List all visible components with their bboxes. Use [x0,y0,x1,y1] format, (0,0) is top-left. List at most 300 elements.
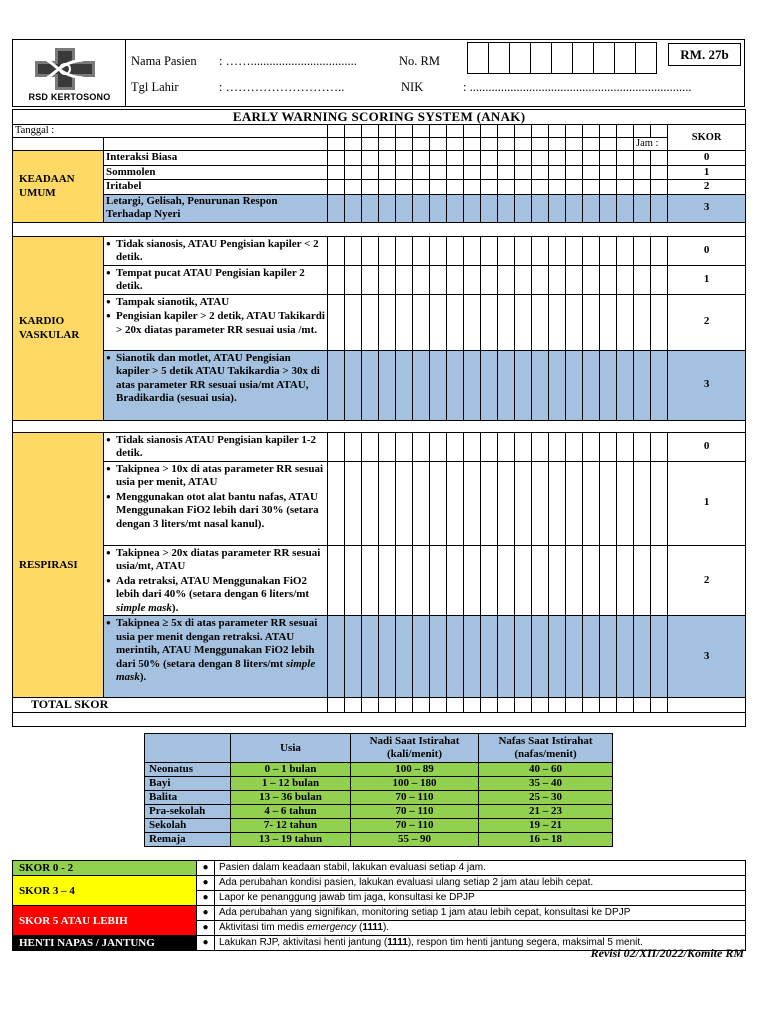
score-entry-cell[interactable] [600,125,617,138]
score-entry-cell[interactable] [532,698,549,713]
score-entry-cell[interactable] [481,432,498,461]
score-entry-cell[interactable] [396,194,413,222]
score-entry-cell[interactable] [600,616,617,698]
score-entry-cell[interactable] [515,616,532,698]
score-entry-cell[interactable] [430,698,447,713]
score-entry-cell[interactable] [515,265,532,294]
score-entry-cell[interactable] [617,265,634,294]
score-entry-cell[interactable] [566,350,583,420]
score-entry-cell[interactable] [464,294,481,350]
score-entry-cell[interactable] [515,138,532,151]
score-entry-cell[interactable] [515,545,532,616]
score-entry-cell[interactable] [651,461,668,545]
score-entry-cell[interactable] [651,236,668,265]
score-entry-cell[interactable] [396,138,413,151]
score-entry-cell[interactable] [345,698,362,713]
score-entry-cell[interactable] [362,265,379,294]
score-entry-cell[interactable] [362,461,379,545]
score-entry-cell[interactable] [447,151,464,166]
score-entry-cell[interactable] [413,165,430,180]
rm-digit-box[interactable] [530,42,552,74]
score-entry-cell[interactable] [651,698,668,713]
score-entry-cell[interactable] [515,461,532,545]
score-entry-cell[interactable] [430,461,447,545]
score-entry-cell[interactable] [532,180,549,195]
score-entry-cell[interactable] [651,432,668,461]
score-entry-cell[interactable] [396,432,413,461]
score-entry-cell[interactable] [379,461,396,545]
score-entry-cell[interactable] [345,294,362,350]
score-entry-cell[interactable] [583,616,600,698]
score-entry-cell[interactable] [481,461,498,545]
score-entry-cell[interactable] [447,698,464,713]
score-entry-cell[interactable] [413,616,430,698]
score-entry-cell[interactable] [600,545,617,616]
score-entry-cell[interactable] [345,545,362,616]
score-entry-cell[interactable] [617,461,634,545]
score-entry-cell[interactable] [430,138,447,151]
score-entry-cell[interactable] [464,194,481,222]
score-entry-cell[interactable] [549,461,566,545]
score-entry-cell[interactable] [532,616,549,698]
score-entry-cell[interactable] [549,138,566,151]
score-entry-cell[interactable] [396,236,413,265]
score-entry-cell[interactable] [617,125,634,138]
rm-digit-box[interactable] [593,42,615,74]
score-entry-cell[interactable] [583,180,600,195]
score-entry-cell[interactable] [464,180,481,195]
score-entry-cell[interactable] [464,350,481,420]
score-entry-cell[interactable] [498,432,515,461]
total-skor-cell[interactable] [668,698,746,713]
score-entry-cell[interactable] [566,180,583,195]
score-entry-cell[interactable] [651,294,668,350]
score-entry-cell[interactable] [566,138,583,151]
score-entry-cell[interactable] [583,350,600,420]
score-entry-cell[interactable] [498,265,515,294]
score-entry-cell[interactable] [600,236,617,265]
score-entry-cell[interactable] [430,294,447,350]
score-entry-cell[interactable] [617,545,634,616]
score-entry-cell[interactable] [532,151,549,166]
score-entry-cell[interactable] [430,165,447,180]
score-entry-cell[interactable] [532,138,549,151]
score-entry-cell[interactable] [634,151,651,166]
score-entry-cell[interactable] [498,698,515,713]
score-entry-cell[interactable] [104,138,328,151]
score-entry-cell[interactable] [396,180,413,195]
score-entry-cell[interactable] [600,265,617,294]
score-entry-cell[interactable] [447,265,464,294]
score-entry-cell[interactable] [430,616,447,698]
score-entry-cell[interactable] [345,616,362,698]
score-entry-cell[interactable] [651,180,668,195]
score-entry-cell[interactable] [498,461,515,545]
score-entry-cell[interactable] [583,125,600,138]
score-entry-cell[interactable] [345,138,362,151]
score-entry-cell[interactable] [328,432,345,461]
score-entry-cell[interactable] [566,616,583,698]
score-entry-cell[interactable] [498,616,515,698]
score-entry-cell[interactable] [379,138,396,151]
score-entry-cell[interactable] [328,698,345,713]
score-entry-cell[interactable] [617,165,634,180]
score-entry-cell[interactable] [430,432,447,461]
score-entry-cell[interactable] [515,165,532,180]
score-entry-cell[interactable] [498,350,515,420]
score-entry-cell[interactable] [481,138,498,151]
score-entry-cell[interactable] [566,125,583,138]
score-entry-cell[interactable] [328,616,345,698]
score-entry-cell[interactable] [447,350,464,420]
score-entry-cell[interactable] [430,545,447,616]
score-entry-cell[interactable] [362,165,379,180]
score-entry-cell[interactable] [413,151,430,166]
score-entry-cell[interactable] [430,180,447,195]
score-entry-cell[interactable] [566,432,583,461]
score-entry-cell[interactable] [379,265,396,294]
score-entry-cell[interactable] [447,194,464,222]
score-entry-cell[interactable] [345,165,362,180]
score-entry-cell[interactable] [464,125,481,138]
score-entry-cell[interactable] [447,125,464,138]
score-entry-cell[interactable] [600,350,617,420]
score-entry-cell[interactable] [651,545,668,616]
score-entry-cell[interactable] [447,461,464,545]
score-entry-cell[interactable] [515,350,532,420]
score-entry-cell[interactable] [583,138,600,151]
score-entry-cell[interactable] [328,461,345,545]
score-entry-cell[interactable] [362,294,379,350]
score-entry-cell[interactable] [464,616,481,698]
score-entry-cell[interactable] [396,265,413,294]
score-entry-cell[interactable] [617,350,634,420]
score-entry-cell[interactable] [498,294,515,350]
score-entry-cell[interactable] [617,616,634,698]
score-entry-cell[interactable] [379,350,396,420]
score-entry-cell[interactable] [634,125,651,138]
score-entry-cell[interactable] [600,432,617,461]
score-entry-cell[interactable] [362,432,379,461]
score-entry-cell[interactable] [498,180,515,195]
score-entry-cell[interactable] [413,180,430,195]
score-entry-cell[interactable] [413,698,430,713]
score-entry-cell[interactable] [464,138,481,151]
score-entry-cell[interactable] [13,138,104,151]
score-entry-cell[interactable] [617,236,634,265]
score-entry-cell[interactable] [345,125,362,138]
score-entry-cell[interactable] [413,294,430,350]
score-entry-cell[interactable] [447,432,464,461]
score-entry-cell[interactable] [549,180,566,195]
score-entry-cell[interactable] [481,180,498,195]
score-entry-cell[interactable] [515,151,532,166]
score-entry-cell[interactable] [549,151,566,166]
score-entry-cell[interactable] [481,151,498,166]
score-entry-cell[interactable] [600,151,617,166]
score-entry-cell[interactable] [396,151,413,166]
score-entry-cell[interactable] [583,461,600,545]
score-entry-cell[interactable] [634,265,651,294]
score-entry-cell[interactable] [617,194,634,222]
score-entry-cell[interactable] [498,236,515,265]
score-entry-cell[interactable] [328,151,345,166]
score-entry-cell[interactable] [362,151,379,166]
score-entry-cell[interactable] [328,165,345,180]
score-entry-cell[interactable] [447,165,464,180]
score-entry-cell[interactable] [413,350,430,420]
score-entry-cell[interactable] [651,194,668,222]
score-entry-cell[interactable] [464,545,481,616]
score-entry-cell[interactable] [532,294,549,350]
score-entry-cell[interactable] [634,180,651,195]
score-entry-cell[interactable] [532,350,549,420]
score-entry-cell[interactable] [532,125,549,138]
score-entry-cell[interactable] [600,194,617,222]
rm-digit-box[interactable] [467,42,489,74]
score-entry-cell[interactable] [396,165,413,180]
score-entry-cell[interactable] [430,151,447,166]
rm-digit-box[interactable] [509,42,531,74]
score-entry-cell[interactable] [515,698,532,713]
rm-digit-box[interactable] [551,42,573,74]
score-entry-cell[interactable] [566,151,583,166]
score-entry-cell[interactable] [362,125,379,138]
score-entry-cell[interactable] [328,125,345,138]
score-entry-cell[interactable] [651,616,668,698]
nama-pasien-field[interactable]: : …….................................. [219,54,357,68]
score-entry-cell[interactable] [328,236,345,265]
score-entry-cell[interactable] [634,698,651,713]
score-entry-cell[interactable] [464,461,481,545]
score-entry-cell[interactable] [651,265,668,294]
score-entry-cell[interactable] [328,138,345,151]
score-entry-cell[interactable] [447,545,464,616]
score-entry-cell[interactable] [617,294,634,350]
score-entry-cell[interactable] [549,545,566,616]
score-entry-cell[interactable] [464,698,481,713]
score-entry-cell[interactable] [532,545,549,616]
rm-digit-box[interactable] [635,42,657,74]
score-entry-cell[interactable] [566,545,583,616]
score-entry-cell[interactable] [362,616,379,698]
score-entry-cell[interactable] [379,151,396,166]
score-entry-cell[interactable] [328,265,345,294]
score-entry-cell[interactable] [328,180,345,195]
score-entry-cell[interactable] [634,350,651,420]
score-entry-cell[interactable] [413,461,430,545]
score-entry-cell[interactable] [396,125,413,138]
score-entry-cell[interactable] [396,350,413,420]
score-entry-cell[interactable] [379,698,396,713]
score-entry-cell[interactable] [413,125,430,138]
nik-field[interactable]: : ....................................................................... [463,80,692,94]
score-entry-cell[interactable] [481,265,498,294]
score-entry-cell[interactable] [515,294,532,350]
score-entry-cell[interactable] [328,350,345,420]
score-entry-cell[interactable] [379,616,396,698]
score-entry-cell[interactable] [617,698,634,713]
score-entry-cell[interactable] [379,236,396,265]
rm-digit-box[interactable] [572,42,594,74]
score-entry-cell[interactable] [396,461,413,545]
score-entry-cell[interactable] [481,236,498,265]
score-entry-cell[interactable] [345,236,362,265]
score-entry-cell[interactable] [464,432,481,461]
score-entry-cell[interactable] [481,545,498,616]
score-entry-cell[interactable] [396,545,413,616]
score-entry-cell[interactable] [515,432,532,461]
score-entry-cell[interactable] [379,165,396,180]
score-entry-cell[interactable] [583,236,600,265]
score-entry-cell[interactable] [532,165,549,180]
score-entry-cell[interactable] [481,125,498,138]
score-entry-cell[interactable] [362,180,379,195]
score-entry-cell[interactable] [583,265,600,294]
score-entry-cell[interactable] [651,165,668,180]
score-entry-cell[interactable] [549,616,566,698]
score-entry-cell[interactable] [447,138,464,151]
score-entry-cell[interactable] [447,236,464,265]
score-entry-cell[interactable] [583,151,600,166]
score-entry-cell[interactable] [362,236,379,265]
score-entry-cell[interactable] [481,350,498,420]
score-entry-cell[interactable] [498,138,515,151]
score-entry-cell[interactable] [617,180,634,195]
score-entry-cell[interactable] [430,125,447,138]
score-entry-cell[interactable] [430,350,447,420]
score-entry-cell[interactable] [447,180,464,195]
rm-digit-box[interactable] [488,42,510,74]
score-entry-cell[interactable] [617,432,634,461]
score-entry-cell[interactable] [583,294,600,350]
score-entry-cell[interactable] [345,151,362,166]
score-entry-cell[interactable] [430,265,447,294]
score-entry-cell[interactable] [583,194,600,222]
score-entry-cell[interactable] [532,265,549,294]
score-entry-cell[interactable] [362,138,379,151]
score-entry-cell[interactable] [549,350,566,420]
score-entry-cell[interactable] [549,432,566,461]
score-entry-cell[interactable] [328,294,345,350]
score-entry-cell[interactable] [379,125,396,138]
score-entry-cell[interactable] [617,151,634,166]
score-entry-cell[interactable] [328,194,345,222]
score-entry-cell[interactable] [464,165,481,180]
no-rm-field[interactable] [468,42,657,74]
score-entry-cell[interactable] [498,165,515,180]
score-entry-cell[interactable] [379,432,396,461]
score-entry-cell[interactable] [651,125,668,138]
score-entry-cell[interactable] [481,698,498,713]
score-entry-cell[interactable] [379,180,396,195]
score-entry-cell[interactable] [481,294,498,350]
score-entry-cell[interactable] [515,125,532,138]
score-entry-cell[interactable] [345,180,362,195]
score-entry-cell[interactable] [583,432,600,461]
score-entry-cell[interactable] [464,236,481,265]
score-entry-cell[interactable] [549,194,566,222]
score-entry-cell[interactable] [532,194,549,222]
score-entry-cell[interactable] [600,461,617,545]
score-entry-cell[interactable] [634,236,651,265]
score-entry-cell[interactable] [362,350,379,420]
score-entry-cell[interactable] [634,194,651,222]
score-entry-cell[interactable] [532,461,549,545]
score-entry-cell[interactable] [634,461,651,545]
score-entry-cell[interactable] [396,616,413,698]
score-entry-cell[interactable] [396,698,413,713]
score-entry-cell[interactable] [481,616,498,698]
rm-digit-box[interactable] [614,42,636,74]
score-entry-cell[interactable] [583,165,600,180]
score-entry-cell[interactable] [549,165,566,180]
score-entry-cell[interactable] [362,194,379,222]
score-entry-cell[interactable] [413,236,430,265]
score-entry-cell[interactable] [634,294,651,350]
score-entry-cell[interactable] [413,545,430,616]
score-entry-cell[interactable] [549,236,566,265]
score-entry-cell[interactable] [549,698,566,713]
score-entry-cell[interactable] [413,432,430,461]
score-entry-cell[interactable] [379,294,396,350]
score-entry-cell[interactable] [481,165,498,180]
score-entry-cell[interactable] [498,545,515,616]
score-entry-cell[interactable] [617,138,634,151]
score-entry-cell[interactable] [651,350,668,420]
score-entry-cell[interactable] [566,461,583,545]
score-entry-cell[interactable] [345,194,362,222]
score-entry-cell[interactable] [600,165,617,180]
score-entry-cell[interactable] [362,698,379,713]
score-entry-cell[interactable] [515,236,532,265]
score-entry-cell[interactable] [379,194,396,222]
score-entry-cell[interactable] [345,432,362,461]
score-entry-cell[interactable] [362,545,379,616]
score-entry-cell[interactable] [396,294,413,350]
score-entry-cell[interactable] [328,545,345,616]
score-entry-cell[interactable] [600,138,617,151]
score-entry-cell[interactable] [634,165,651,180]
score-entry-cell[interactable] [532,432,549,461]
score-entry-cell[interactable] [447,294,464,350]
score-entry-cell[interactable] [634,432,651,461]
score-entry-cell[interactable] [566,194,583,222]
score-entry-cell[interactable] [566,165,583,180]
score-entry-cell[interactable] [379,545,396,616]
score-entry-cell[interactable] [600,180,617,195]
tgl-lahir-field[interactable]: : ……………………….. [219,80,345,94]
score-entry-cell[interactable] [430,236,447,265]
score-entry-cell[interactable] [651,151,668,166]
score-entry-cell[interactable] [430,194,447,222]
score-entry-cell[interactable] [634,545,651,616]
score-entry-cell[interactable] [413,265,430,294]
score-entry-cell[interactable] [549,294,566,350]
score-entry-cell[interactable] [566,698,583,713]
score-entry-cell[interactable] [345,350,362,420]
score-entry-cell[interactable] [515,180,532,195]
score-entry-cell[interactable] [498,194,515,222]
score-entry-cell[interactable] [532,236,549,265]
score-entry-cell[interactable] [600,294,617,350]
score-entry-cell[interactable] [447,616,464,698]
score-entry-cell[interactable] [566,265,583,294]
score-entry-cell[interactable] [464,151,481,166]
score-entry-cell[interactable] [549,265,566,294]
score-entry-cell[interactable] [566,236,583,265]
score-entry-cell[interactable] [481,194,498,222]
